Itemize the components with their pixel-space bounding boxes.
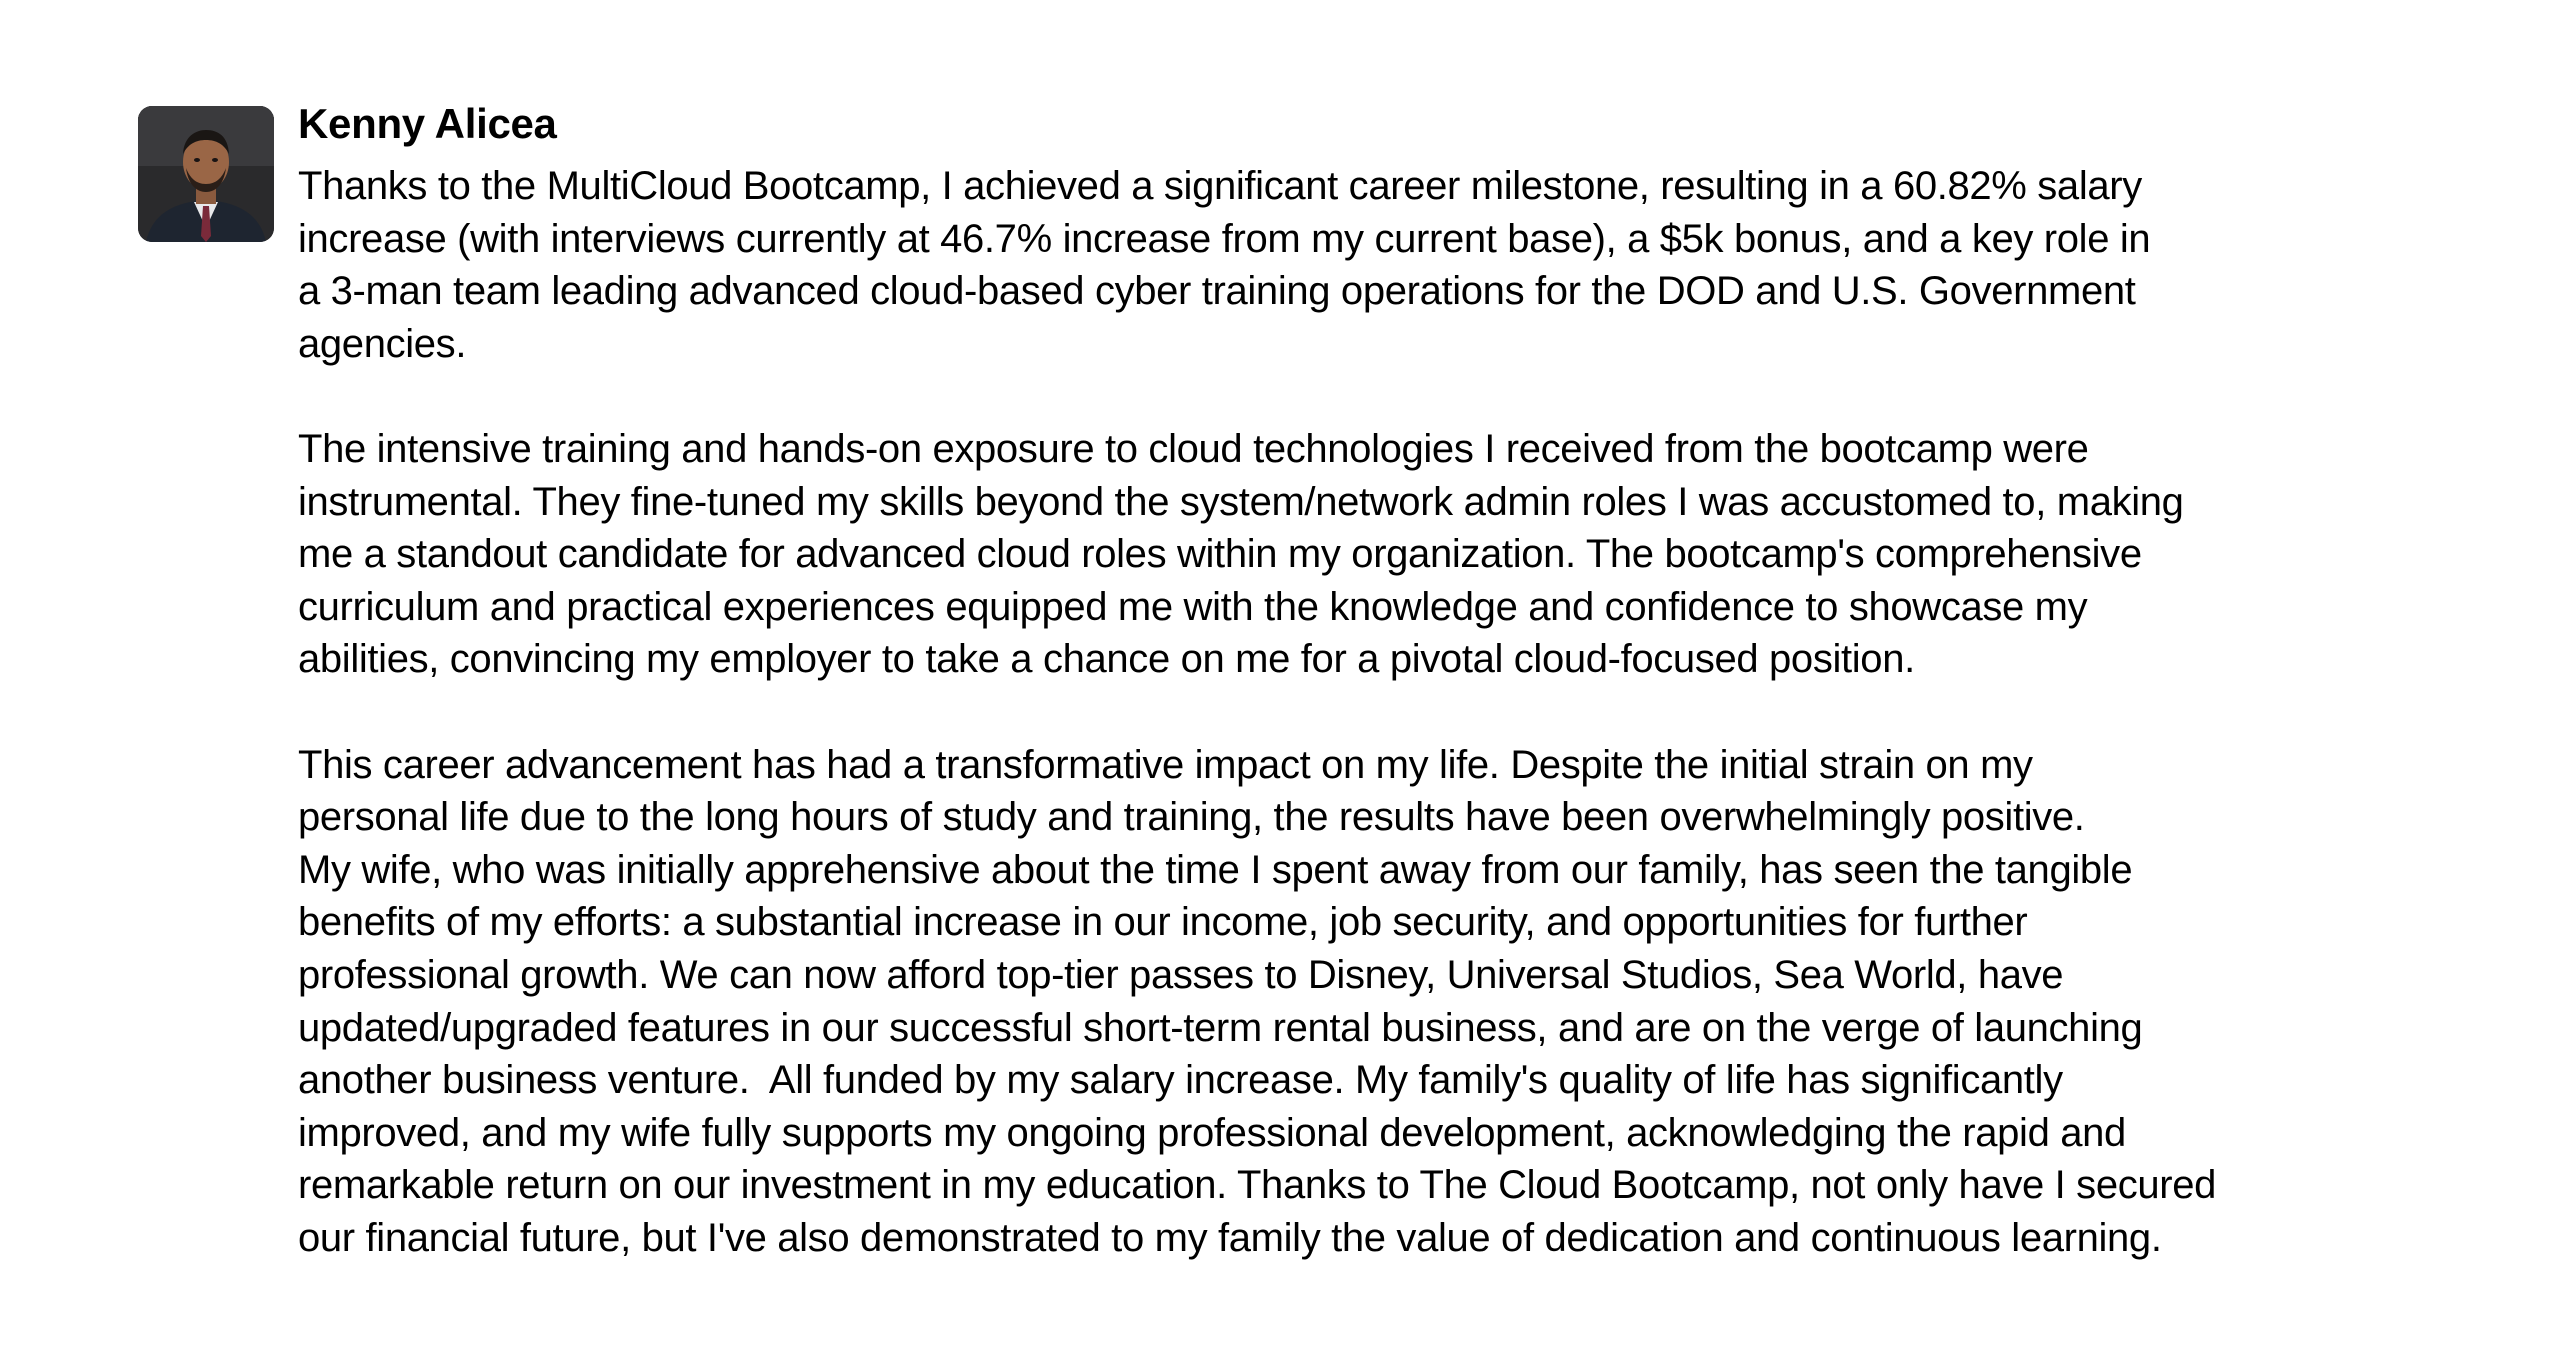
paragraph-line: My wife, who was initially apprehensive about the time I spent away from our family, has seen the tangible — [298, 847, 2133, 892]
paragraph-line: curriculum and practical experiences equipped me with the knowledge and confidence to showcase my — [298, 584, 2088, 629]
testimonial-card — [138, 96, 2438, 1264]
testimonial-paragraph-3 — [298, 739, 2438, 1265]
paragraph-line: increase (with interviews currently at 46.7% increase from my current base), a $5k bonus, and a key role in — [298, 216, 2151, 261]
paragraph-line: a 3-man team leading advanced cloud-based cyber training operations for the DOD and U.S. Government — [298, 269, 2136, 314]
paragraph-line: benefits of my efforts: a substantial increase in our income, job security, and opportunities for further — [298, 900, 2028, 945]
paragraph-line: The intensive training and hands-on exposure to cloud technologies I received from the bootcamp were — [298, 426, 2089, 471]
paragraph-line: remarkable return on our investment in my education. Thanks to The Cloud Bootcamp, not only have I secured — [298, 1163, 2217, 1208]
paragraph-line: professional growth. We can now afford top-tier passes to Disney, Universal Studios, Sea World, have — [298, 952, 2064, 997]
paragraph-line: This career advancement has had a transformative impact on my life. Despite the initial strain on my — [298, 742, 2033, 787]
paragraph-line: improved, and my wife fully supports my ongoing professional development, acknowledging the rapid and — [298, 1110, 2126, 1155]
paragraph-line: Thanks to the MultiCloud Bootcamp, I achieved a significant career milestone, resulting in a 60.82% salary — [298, 164, 2142, 208]
testimonial-content — [298, 96, 2438, 1264]
author-name: Kenny Alicea — [298, 100, 557, 147]
paragraph-line: instrumental. They fine-tuned my skills beyond the system/network admin roles I was accustomed to, making — [298, 479, 2184, 524]
paragraph-line: our financial future, but I've also demonstrated to my family the value of dedication and continuous learning. — [298, 1215, 2162, 1260]
paragraph-line: me a standout candidate for advanced cloud roles within my organization. The bootcamp's comprehensive — [298, 532, 2142, 577]
paragraph-line: personal life due to the long hours of study and training, the results have been overwhelmingly positive. — [298, 795, 2085, 840]
testimonial-paragraph-1 — [298, 160, 2438, 370]
person-portrait-icon — [138, 106, 274, 242]
paragraph-line: another business venture. All funded by my salary increase. My family's quality of life has significantly — [298, 1058, 2063, 1103]
testimonial-paragraph-2 — [298, 423, 2438, 686]
paragraph-line: updated/upgraded features in our successful short-term rental business, and are on the verge of launching — [298, 1005, 2143, 1050]
paragraph-line: abilities, convincing my employer to take a chance on me for a pivotal cloud-focused position. — [298, 637, 1915, 682]
avatar — [138, 106, 274, 242]
paragraph-line: agencies. — [298, 321, 467, 366]
